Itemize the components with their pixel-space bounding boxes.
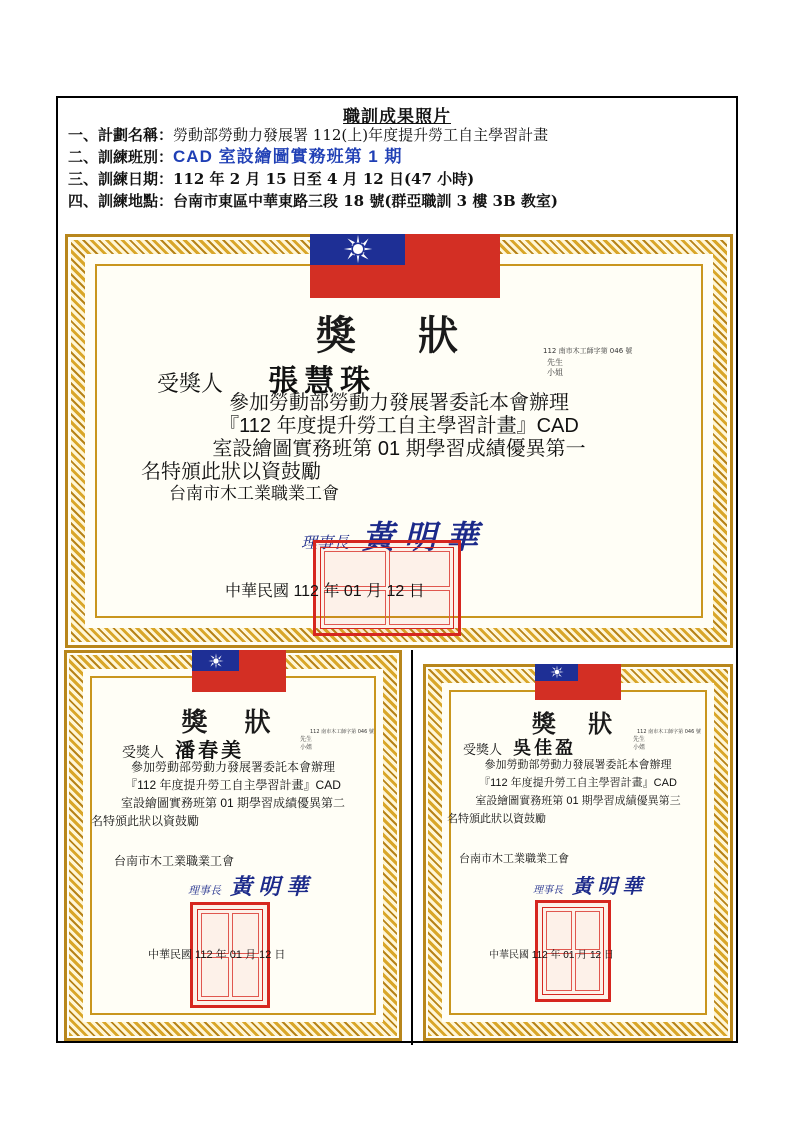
- certificate-body: [433, 756, 723, 828]
- info-value: 勞動部勞動力發展署 112(上)年度提升勞工自主學習計畫: [173, 126, 549, 144]
- body-line: 『112 年度提升勞工自主學習計畫』CAD: [125, 778, 341, 792]
- page-heading: 職訓成果照片: [343, 107, 451, 127]
- signer-name: 黃明華: [362, 518, 489, 556]
- info-value: CAD 室設繪圖實務班第 1 期: [173, 147, 403, 166]
- certificate-title: 獎 狀: [181, 708, 285, 738]
- honorific-mr: 先生: [300, 736, 313, 743]
- body-line: 『112 年度提升勞工自主學習計畫』CAD: [219, 415, 579, 437]
- recipient-label: 受獎人: [463, 743, 503, 758]
- recipient-name: 張慧珠: [268, 364, 377, 399]
- issuer-name: 台南市木工業職業工會: [114, 854, 235, 868]
- body-line: 參加勞動部勞動力發展署委託本會辦理: [130, 760, 335, 774]
- body-line: 『112 年度提升勞工自主學習計畫』CAD: [479, 777, 677, 789]
- info-row-class: [68, 146, 730, 168]
- flag-icon: [535, 664, 621, 700]
- recipient-name: 潘春美: [175, 738, 245, 762]
- document-number: 112 南市木工師字第 046 號: [637, 729, 701, 735]
- certificate-first-place: [65, 234, 733, 648]
- signer-title: 理事長: [533, 885, 563, 896]
- issuer-name: 台南市木工業職業工會: [459, 853, 569, 865]
- body-line: 參加勞動部勞動力發展署委託本會辦理: [229, 392, 569, 414]
- certificate-body: [105, 392, 693, 484]
- body-line: 室設繪圖實務班第 01 期學習成績優異第一: [212, 438, 586, 460]
- document-sheet: [56, 96, 738, 1043]
- honorific-mr: 先生: [633, 736, 646, 743]
- signer-title: 理事長: [301, 533, 350, 552]
- flag-icon: [310, 234, 500, 298]
- honorific-ms: 小姐: [300, 744, 313, 751]
- info-label: 三、訓練日期：: [68, 170, 174, 188]
- body-line: 室設繪圖實務班第 01 期學習成績優異第二: [120, 796, 346, 810]
- signature: [188, 870, 314, 901]
- info-label: 二、訓練班別：: [68, 148, 174, 166]
- certificate-title: 獎 狀: [316, 312, 482, 359]
- honorific-ms: 小姐: [547, 368, 563, 377]
- honorific: [633, 736, 645, 752]
- issue-date: 中華民國 112 年 01 月 12 日: [489, 950, 614, 961]
- document-number: 112 南市木工師字第 046 號: [310, 729, 374, 735]
- signer-name: 黃明華: [572, 874, 648, 898]
- column-divider: [411, 650, 413, 1045]
- issue-date: 中華民國 112 年 01 月 12 日: [225, 583, 425, 600]
- certificate-title: 獎 狀: [531, 709, 625, 738]
- signer-name: 黃明華: [230, 874, 315, 900]
- issuer-name: 台南市木工業職業工會: [169, 484, 339, 503]
- document-number: 112 南市木工師字第 046 號: [543, 347, 633, 355]
- info-row-plan: [68, 124, 730, 146]
- signer-title: 理事長: [188, 884, 221, 897]
- training-info: [68, 124, 730, 212]
- flag-icon: [192, 650, 286, 692]
- signature: [533, 870, 647, 899]
- honorific-ms: 小姐: [633, 744, 646, 751]
- body-line: 參加勞動部勞動力發展署委託本會辦理: [484, 759, 672, 771]
- recipient-label: 受獎人: [122, 745, 164, 761]
- honorific: [300, 736, 312, 752]
- info-row-dates: [68, 168, 730, 190]
- honorific: [547, 358, 563, 378]
- info-label: 一、計劃名稱：: [68, 126, 174, 144]
- certificate-second-place: [64, 650, 402, 1041]
- honorific-mr: 先生: [547, 358, 563, 367]
- recipient-label: 受獎人: [157, 372, 224, 397]
- body-line: 名特頒此狀以資鼓勵: [91, 814, 200, 828]
- body-line: 名特頒此狀以資鼓勵: [141, 461, 321, 483]
- info-value: 台南市東區中華東路三段 18 號(群亞職訓 3 樓 3B 教室): [173, 192, 558, 210]
- certificate-body: [78, 758, 388, 830]
- info-label: 四、訓練地點：: [68, 192, 174, 210]
- info-row-location: [68, 190, 730, 212]
- body-line: 室設繪圖實務班第 01 期學習成績優異第三: [475, 795, 681, 807]
- certificate-third-place: [423, 664, 733, 1041]
- info-value: 112 年 2 月 15 日至 4 月 12 日(47 小時): [173, 170, 475, 188]
- recipient-name: 吳佳盈: [513, 738, 577, 759]
- body-line: 名特頒此狀以資鼓勵: [447, 813, 546, 825]
- issue-date: 中華民國 112 年 01 月 12 日: [148, 949, 286, 961]
